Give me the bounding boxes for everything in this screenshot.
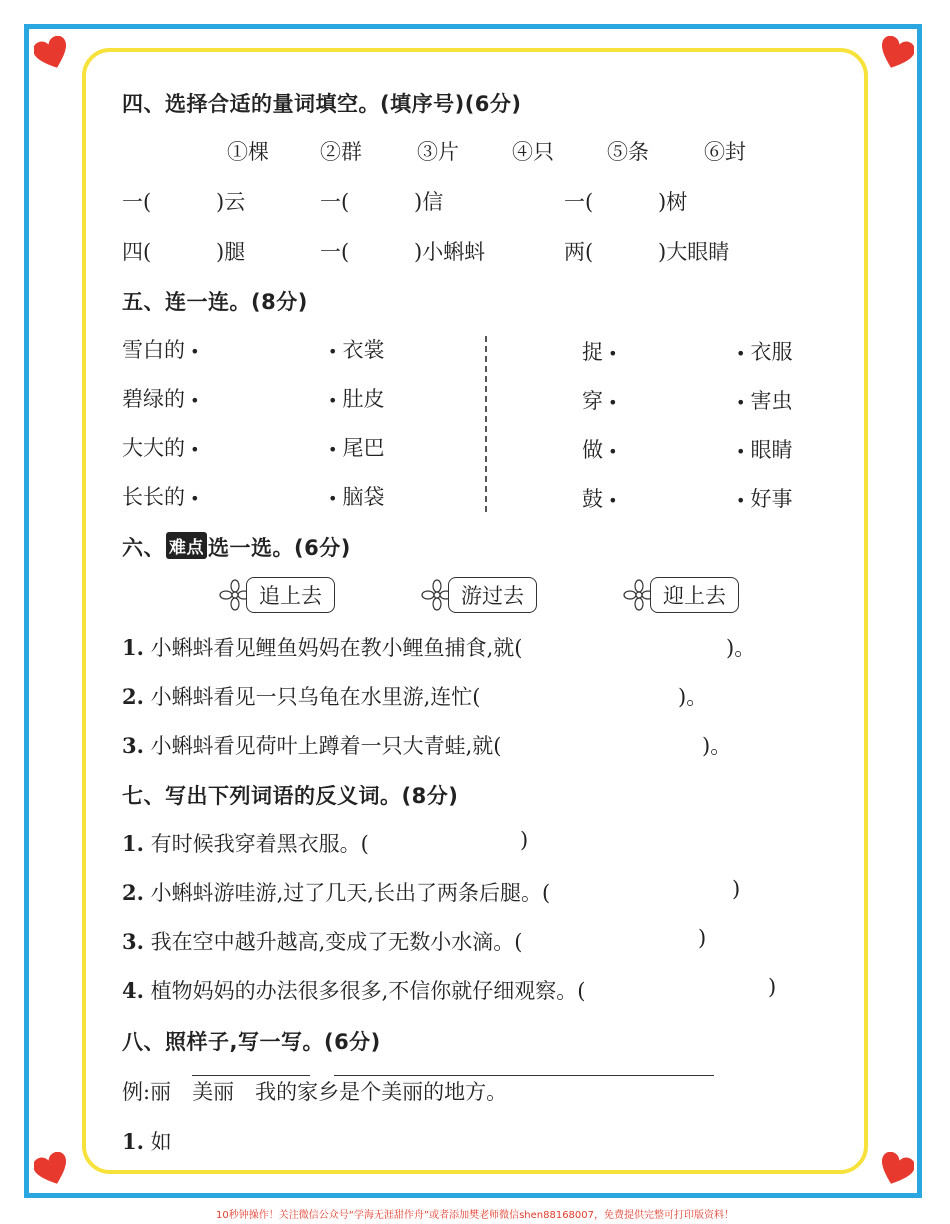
match-right-word[interactable]: 害虫 xyxy=(750,389,793,413)
match-dot[interactable]: • xyxy=(185,391,200,410)
question-number: 2. xyxy=(122,880,144,905)
question-text: 小蝌蚪看见鲤鱼妈妈在教小鲤鱼捕食,就( xyxy=(150,636,523,660)
match-dot[interactable]: • xyxy=(185,489,200,508)
measure-option: ⑤条 xyxy=(607,140,649,164)
answer-line-sentence[interactable] xyxy=(334,1075,714,1076)
heart-icon xyxy=(878,36,914,72)
measure-option: ②群 xyxy=(320,140,362,164)
match-dot[interactable]: • xyxy=(736,393,751,412)
fill-blank-item[interactable]: )腿 xyxy=(174,240,246,264)
footer-note: 10秒钟操作！关注微信公众号“学海无涯甜作舟”或者添加樊老师微信shen88168007，免费提供完整可打印版资料！ xyxy=(215,1210,735,1221)
match-dot[interactable]: • xyxy=(328,440,343,459)
question-number: 3. xyxy=(122,733,144,758)
answer-close[interactable]: ) xyxy=(768,975,777,999)
match-left-word[interactable]: 穿 xyxy=(582,389,603,413)
choice-card[interactable] xyxy=(420,578,537,612)
match-left-word[interactable]: 捉 xyxy=(582,340,603,364)
answer-close[interactable]: )。 xyxy=(678,685,708,709)
match-right-word[interactable]: 脑袋 xyxy=(342,485,385,509)
answer-close[interactable]: ) xyxy=(698,926,707,950)
divider-dashed xyxy=(485,336,487,512)
match-dot[interactable]: • xyxy=(603,393,618,412)
question-number: 1. xyxy=(122,831,144,856)
section-5-title: 五、连一连。(8分) xyxy=(122,290,308,314)
question-text: 小蝌蚪看见一只乌龟在水里游,连忙( xyxy=(150,685,481,709)
match-right-word[interactable]: 眼睛 xyxy=(750,438,793,462)
match-dot[interactable]: • xyxy=(328,342,343,361)
heart-icon xyxy=(878,1152,914,1188)
match-left-word[interactable]: 鼓 xyxy=(582,487,603,511)
fill-blank-item[interactable]: )树 xyxy=(616,190,688,214)
question-text: 小蝌蚪看见荷叶上蹲着一只大青蛙,就( xyxy=(150,734,502,758)
answer-close[interactable]: ) xyxy=(520,828,529,852)
measure-option: ①棵 xyxy=(227,140,269,164)
example-sentence: 例:丽 美丽 我的家乡是个美丽的地方。 xyxy=(122,1080,508,1104)
match-left-word[interactable]: 雪白的 xyxy=(122,338,185,362)
fill-blank-item[interactable]: )信 xyxy=(372,190,444,214)
match-left-word[interactable]: 长长的 xyxy=(122,485,185,509)
question-text: 小蝌蚪游哇游,过了几天,长出了两条后腿。( xyxy=(150,881,551,905)
match-dot[interactable]: • xyxy=(603,344,618,363)
question-number: 3. xyxy=(122,929,144,954)
choice-card[interactable] xyxy=(622,578,739,612)
match-dot[interactable]: • xyxy=(736,491,751,510)
choice-label: 迎上去 xyxy=(650,577,739,613)
answer-line-word[interactable] xyxy=(192,1075,310,1076)
fill-blank-open: 一( xyxy=(122,190,152,214)
question-text: 植物妈妈的办法很多很多,不信你就仔细观察。( xyxy=(150,979,586,1003)
section-4-title: 四、选择合适的量词填空。(填序号)(6分) xyxy=(122,92,522,116)
section-6-title xyxy=(122,532,351,562)
match-right-word[interactable]: 好事 xyxy=(750,487,793,511)
match-dot[interactable]: • xyxy=(328,489,343,508)
match-left-word[interactable]: 做 xyxy=(582,438,603,462)
section-8-title: 八、照样子,写一写。(6分) xyxy=(122,1030,381,1054)
measure-option: ⑥封 xyxy=(704,140,746,164)
match-dot[interactable]: • xyxy=(736,344,751,363)
answer-close[interactable]: )。 xyxy=(702,734,732,758)
answer-close[interactable]: ) xyxy=(732,877,741,901)
match-dot[interactable]: • xyxy=(328,391,343,410)
match-dot[interactable]: • xyxy=(185,440,200,459)
fill-blank-item[interactable]: )云 xyxy=(174,190,246,214)
fill-blank-open: 一( xyxy=(564,190,594,214)
fill-blank-open: 一( xyxy=(320,240,350,264)
fill-blank-open: 两( xyxy=(564,240,594,264)
fill-blank-item[interactable]: )小蝌蚪 xyxy=(372,240,486,264)
answer-close[interactable]: )。 xyxy=(726,636,756,660)
section-6-number: 六、 xyxy=(122,536,165,560)
fill-blank-open: 一( xyxy=(320,190,350,214)
match-right-word[interactable]: 衣裳 xyxy=(342,338,385,362)
heart-icon xyxy=(34,1152,70,1188)
question-number: 4. xyxy=(122,978,144,1003)
heart-icon xyxy=(34,36,70,72)
match-right-word[interactable]: 尾巴 xyxy=(342,436,385,460)
fill-blank-item[interactable]: )大眼睛 xyxy=(616,240,730,264)
match-dot[interactable]: • xyxy=(736,442,751,461)
fill-blank-open: 四( xyxy=(122,240,152,264)
match-right-word[interactable]: 衣服 xyxy=(750,340,793,364)
question-number: 1. xyxy=(122,1129,144,1154)
question-number: 1. xyxy=(122,635,144,660)
question-text: 我在空中越升越高,变成了无数小水滴。( xyxy=(150,930,523,954)
match-dot[interactable]: • xyxy=(603,442,618,461)
match-dot[interactable]: • xyxy=(603,491,618,510)
section-7-title: 七、写出下列词语的反义词。(8分) xyxy=(122,784,459,808)
choice-label: 游过去 xyxy=(448,577,537,613)
match-left-word[interactable]: 大大的 xyxy=(122,436,185,460)
choice-label: 追上去 xyxy=(246,577,335,613)
measure-option: ③片 xyxy=(417,140,459,164)
section-6-label: 选一选。(6分) xyxy=(208,536,351,560)
choice-card[interactable] xyxy=(218,578,335,612)
question-text: 如 xyxy=(150,1130,172,1154)
measure-option: ④只 xyxy=(512,140,554,164)
match-left-word[interactable]: 碧绿的 xyxy=(122,387,185,411)
question-text: 有时候我穿着黑衣服。( xyxy=(150,832,369,856)
match-dot[interactable]: • xyxy=(185,342,200,361)
match-right-word[interactable]: 肚皮 xyxy=(342,387,385,411)
question-number: 2. xyxy=(122,684,144,709)
difficulty-badge: 难点 xyxy=(166,532,207,559)
